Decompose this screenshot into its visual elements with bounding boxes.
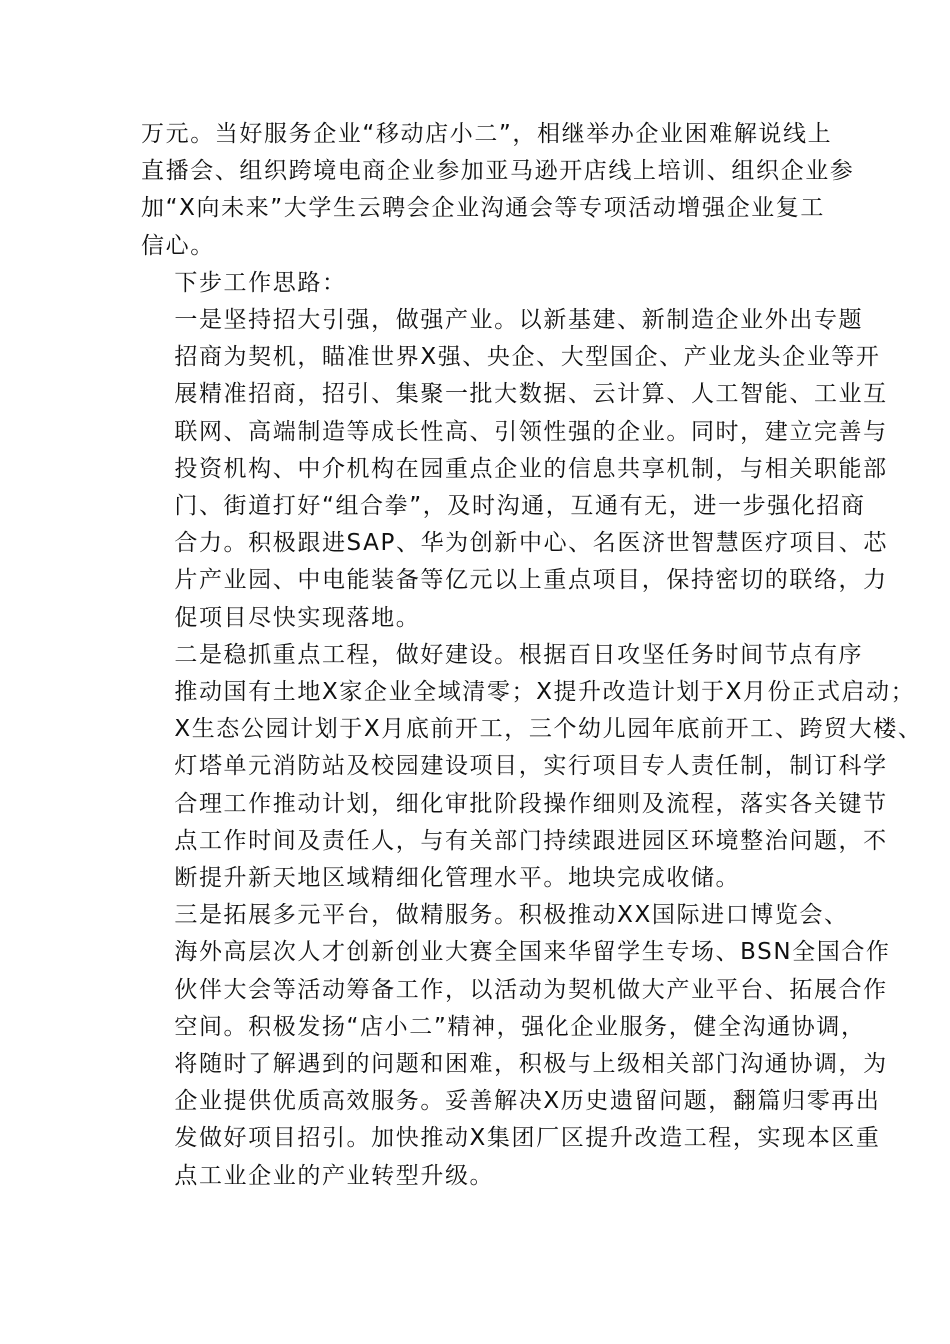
paragraph-continuation xyxy=(141,116,855,265)
text-line: 伙伴大会等活动筹备工作，以活动为契机做大产业平台、拓展合作 xyxy=(174,976,888,1003)
text-line: 联网、高端制造等成长性高、引领性强的企业。同时，建立完善与 xyxy=(174,418,888,445)
text-line: 招商为契机，瞄准世界X强、央企、大型国企、产业龙头企业等开 xyxy=(174,344,881,371)
text-line: 断提升新天地区域精细化管理水平。地块完成收储。 xyxy=(174,865,741,892)
text-line: 空间。积极发扬“店小二”精神，强化企业服务，健全沟通协调， xyxy=(174,1013,866,1040)
text-line: 点工业企业的产业转型升级。 xyxy=(174,1162,495,1189)
text-line: 发做好项目招引。加快推动X集团厂区提升改造工程，实现本区重 xyxy=(174,1125,881,1152)
text-line: 投资机构、中介机构在园重点企业的信息共享机制，与相关职能部 xyxy=(174,455,888,482)
paragraph-point-one xyxy=(141,302,888,637)
paragraph-point-two xyxy=(141,637,923,897)
text-line: 二是稳抓重点工程，做好建设。根据百日攻坚任务时间节点有序 xyxy=(174,641,864,668)
text-line: 一是坚持招大引强，做强产业。以新基建、新制造企业外出专题 xyxy=(174,307,864,334)
text-line: 促项目尽快实现落地。 xyxy=(174,604,421,631)
text-line: 海外高层次人才创新创业大赛全国来华留学生专场、BSN全国合作 xyxy=(174,939,891,966)
text-line: 加“X向未来”大学生云聘会企业沟通会等专项活动增强企业复工 xyxy=(141,195,825,222)
text-line: 点工作时间及责任人，与有关部门持续跟进园区环境整治问题，不 xyxy=(174,827,888,854)
text-line: 门、街道打好“组合拳”，及时沟通，互通有无，进一步强化招商 xyxy=(174,493,866,520)
text-line: 合力。积极跟进SAP、华为创新中心、名医济世智慧医疗项目、芯 xyxy=(174,530,888,557)
paragraph-point-three xyxy=(141,897,891,1195)
text-line: 三是拓展多元平台，做精服务。积极推动XX国际进口博览会、 xyxy=(174,902,849,929)
text-line: X生态公园计划于X月底前开工，三个幼儿园年底前开工、跨贸大楼、 xyxy=(174,716,923,743)
text-line: 下步工作思路： xyxy=(174,269,347,296)
text-line: 推动国有土地X家企业全域清零；X提升改造计划于X月份正式启动； xyxy=(174,679,916,706)
text-line: 展精准招商，招引、集聚一批大数据、云计算、人工智能、工业互 xyxy=(174,381,888,408)
text-line: 灯塔单元消防站及校园建设项目，实行项目专人责任制，制订科学 xyxy=(174,753,888,780)
text-line: 合理工作推动计划，细化审批阶段操作细则及流程，落实各关键节 xyxy=(174,790,888,817)
section-heading-next-steps xyxy=(141,265,831,302)
text-line: 直播会、组织跨境电商企业参加亚马逊开店线上培训、组织企业参 xyxy=(141,158,855,185)
text-line: 将随时了解遇到的问题和困难，积极与上级相关部门沟通协调，为 xyxy=(174,1051,888,1078)
text-line: 万元。当好服务企业“移动店小二”，相继举办企业困难解说线上 xyxy=(141,121,833,147)
document-body xyxy=(141,116,923,1195)
text-line: 信心。 xyxy=(141,232,215,259)
text-line: 企业提供优质高效服务。妥善解决X历史遗留问题，翻篇归零再出 xyxy=(174,1088,881,1115)
text-line: 片产业园、中电能装备等亿元以上重点项目，保持密切的联络，力 xyxy=(174,567,888,594)
